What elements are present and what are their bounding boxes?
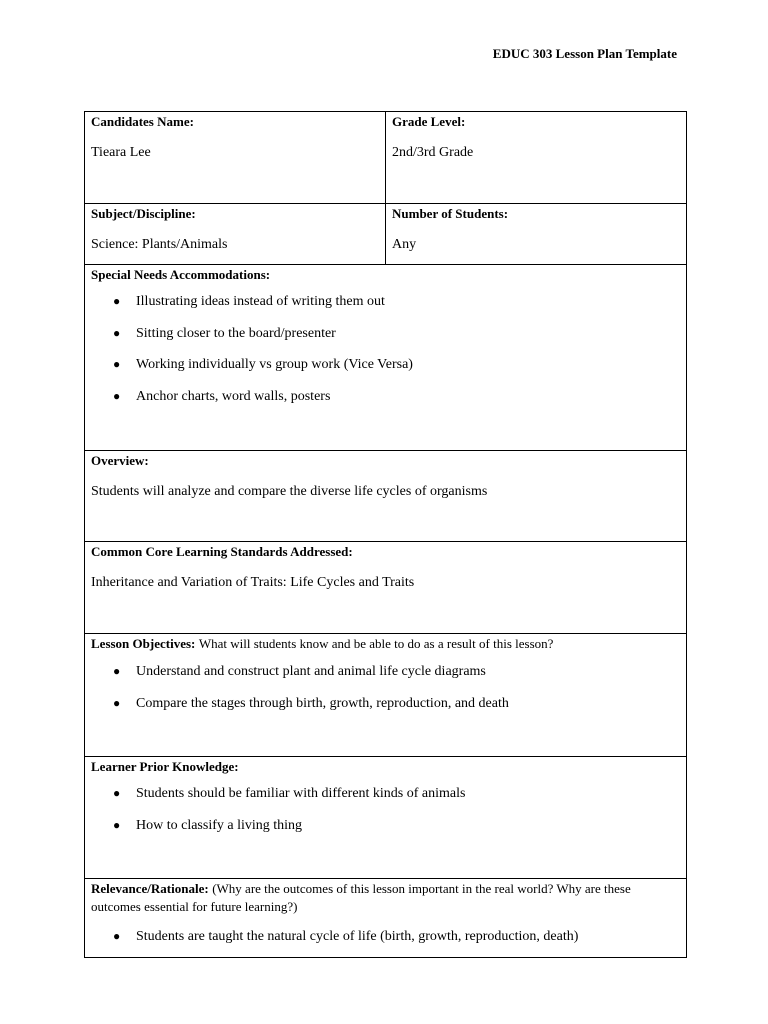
document-header: EDUC 303 Lesson Plan Template: [492, 46, 677, 61]
list-item: ● Working individually vs group work (Vice Versa): [113, 356, 680, 373]
rationale-list: [91, 928, 680, 945]
list-item: ● How to classify a living thing: [113, 817, 680, 834]
objectives-cell: [85, 634, 687, 757]
special-needs-list: [91, 293, 680, 405]
list-item: ● Anchor charts, word walls, posters: [113, 388, 680, 405]
grade-value: 2nd/3rd Grade: [392, 145, 474, 160]
objectives-label: Lesson Objectives:: [91, 636, 196, 651]
list-item: ● Compare the stages through birth, growth, reproduction, and death: [113, 695, 680, 712]
list-item: ● Illustrating ideas instead of writing them out: [113, 293, 680, 310]
overview-value: Students will analyze and compare the diverse life cycles of organisms: [91, 484, 488, 499]
rationale-cell: [85, 879, 687, 958]
objectives-list: [91, 663, 680, 712]
students-label: Number of Students:: [392, 206, 509, 221]
list-item: ● Students should be familiar with different kinds of animals: [113, 785, 680, 802]
table-row: [85, 542, 687, 634]
candidate-value: Tieara Lee: [91, 145, 151, 160]
table-row: [85, 634, 687, 757]
list-item: ● Sitting closer to the board/presenter: [113, 325, 680, 342]
table-row: [85, 265, 687, 451]
list-item: ● Understand and construct plant and animal life cycle diagrams: [113, 663, 680, 680]
subject-cell: [85, 204, 386, 265]
special-needs-cell: [85, 265, 687, 451]
objectives-prompt: What will students know and be able to do as a result of this lesson?: [198, 636, 554, 651]
table-row: [85, 451, 687, 542]
candidate-label: Candidates Name:: [91, 114, 194, 129]
table-row: [85, 757, 687, 879]
overview-label: Overview:: [91, 453, 149, 468]
lesson-plan-table: [84, 111, 687, 958]
overview-cell: [85, 451, 687, 542]
table-row: [85, 112, 687, 204]
prior-knowledge-list: [91, 785, 680, 834]
special-needs-label: Special Needs Accommodations:: [91, 267, 271, 282]
grade-cell: [386, 112, 687, 204]
table-row: [85, 879, 687, 958]
rationale-prompt: (Why are the outcomes of this lesson important in the real world? Why are these outcomes essential for future learning?): [91, 881, 631, 914]
subject-label: Subject/Discipline:: [91, 206, 196, 221]
prior-knowledge-label: Learner Prior Knowledge:: [91, 759, 239, 774]
rationale-heading: [91, 880, 680, 916]
objectives-heading: [91, 635, 680, 653]
prior-knowledge-cell: [85, 757, 687, 879]
standards-cell: [85, 542, 687, 634]
list-item: ● Students are taught the natural cycle of life (birth, growth, reproduction, death): [113, 928, 680, 945]
students-value: Any: [392, 237, 417, 252]
standards-value: Inheritance and Variation of Traits: Life Cycles and Traits: [91, 575, 415, 590]
grade-label: Grade Level:: [392, 114, 466, 129]
standards-label: Common Core Learning Standards Addressed:: [91, 544, 353, 559]
candidate-cell: [85, 112, 386, 204]
students-cell: [386, 204, 687, 265]
rationale-label: Relevance/Rationale:: [91, 881, 209, 896]
subject-value: Science: Plants/Animals: [91, 237, 228, 252]
table-row: [85, 204, 687, 265]
